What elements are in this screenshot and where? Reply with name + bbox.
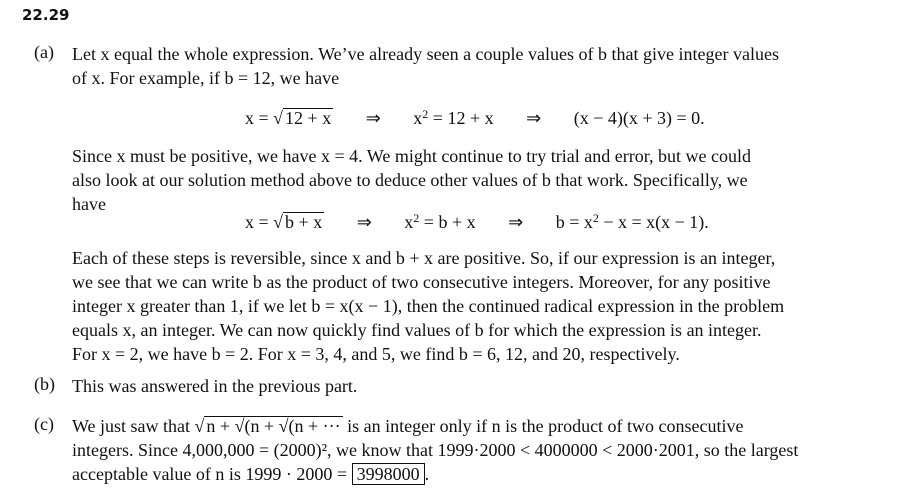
eq1-radical-sign: √ bbox=[273, 108, 284, 128]
part-c-line-1 bbox=[72, 414, 744, 438]
equation-2 bbox=[245, 210, 709, 234]
part-a-line-1: Let x equal the whole expression. We’ve already seen a couple values of b that give integer values bbox=[72, 44, 779, 64]
eq2-arrow-1: ⇒ bbox=[356, 212, 372, 232]
part-b-label: (b) bbox=[34, 374, 55, 394]
part-c-line-3 bbox=[72, 462, 429, 486]
part-a-line-4: also look at our solution method above to deduce other values of b that work. Specifically, we bbox=[72, 170, 748, 190]
problem-number: 22.29 bbox=[22, 6, 70, 24]
eq2-left: x = bbox=[245, 212, 274, 232]
part-a-line-8: integer x greater than 1, if we let b = x(x − 1), then the continued radical expression in the problem bbox=[72, 296, 785, 316]
part-a-line-5: have bbox=[72, 194, 106, 214]
eq2-right-2: − x = x(x − 1). bbox=[598, 212, 709, 232]
eq1-radicand: 12 + x bbox=[285, 108, 332, 128]
eq2-radical-sign: √ bbox=[273, 212, 284, 232]
part-a-line-2: of x. For example, if b = 12, we have bbox=[72, 68, 340, 88]
eq2-exponent: 2 bbox=[413, 211, 420, 225]
eq2-radicand: b + x bbox=[285, 212, 323, 232]
eq1-arrow-2: ⇒ bbox=[526, 108, 542, 128]
part-a-line-3: Since x must be positive, we have x = 4. We might continue to try trial and error, but we could bbox=[72, 146, 751, 166]
part-a-label: (a) bbox=[34, 42, 54, 62]
part-c-label: (c) bbox=[34, 414, 54, 434]
eq1-mid: x bbox=[413, 108, 423, 128]
part-a-line-10: For x = 2, we have b = 2. For x = 3, 4, and 5, we find b = 6, 12, and 20, respectively. bbox=[72, 344, 680, 364]
part-c-line-1b: is an integer only if n is the product of two consecutive bbox=[347, 416, 744, 436]
eq1-left: x = bbox=[245, 108, 274, 128]
eq1-right: (x − 4)(x + 3) = 0. bbox=[573, 108, 705, 128]
eq2-right-1: b = x bbox=[555, 212, 593, 232]
eq1-arrow-1: ⇒ bbox=[365, 108, 381, 128]
nested-radical-sign: √ bbox=[194, 416, 205, 436]
part-b-line-1: This was answered in the previous part. bbox=[72, 376, 358, 396]
eq2-mid: x bbox=[404, 212, 414, 232]
part-a-line-9: equals x, an integer. We can now quickly find values of b for which the expression is an integer. bbox=[72, 320, 762, 340]
part-c-line-2: integers. Since 4,000,000 = (2000)², we know that 1999·2000 < 4000000 < 2000·2001, so the largest bbox=[72, 440, 799, 460]
eq2-mid-2: = b + x bbox=[419, 212, 476, 232]
eq1-exponent: 2 bbox=[422, 107, 429, 121]
part-a-line-6: Each of these steps is reversible, since x and b + x are positive. So, if our expression is an integer, bbox=[72, 248, 776, 268]
equation-1 bbox=[245, 106, 705, 130]
part-c-line-1a: We just saw that bbox=[72, 416, 191, 436]
part-a-line-7: we see that we can write b as the product of two consecutive integers. Moreover, for any positive bbox=[72, 272, 771, 292]
eq2-exponent-2: 2 bbox=[592, 211, 599, 225]
part-c-line-3a: acceptable value of n is 1999 · 2000 = bbox=[72, 464, 352, 484]
part-c-line-3b: . bbox=[424, 464, 430, 484]
answer-box: 3998000 bbox=[352, 463, 425, 485]
nested-radical: n + √(n + √(n + ··· bbox=[206, 416, 341, 436]
eq2-arrow-2: ⇒ bbox=[508, 212, 524, 232]
eq1-mid-2: = 12 + x bbox=[428, 108, 494, 128]
